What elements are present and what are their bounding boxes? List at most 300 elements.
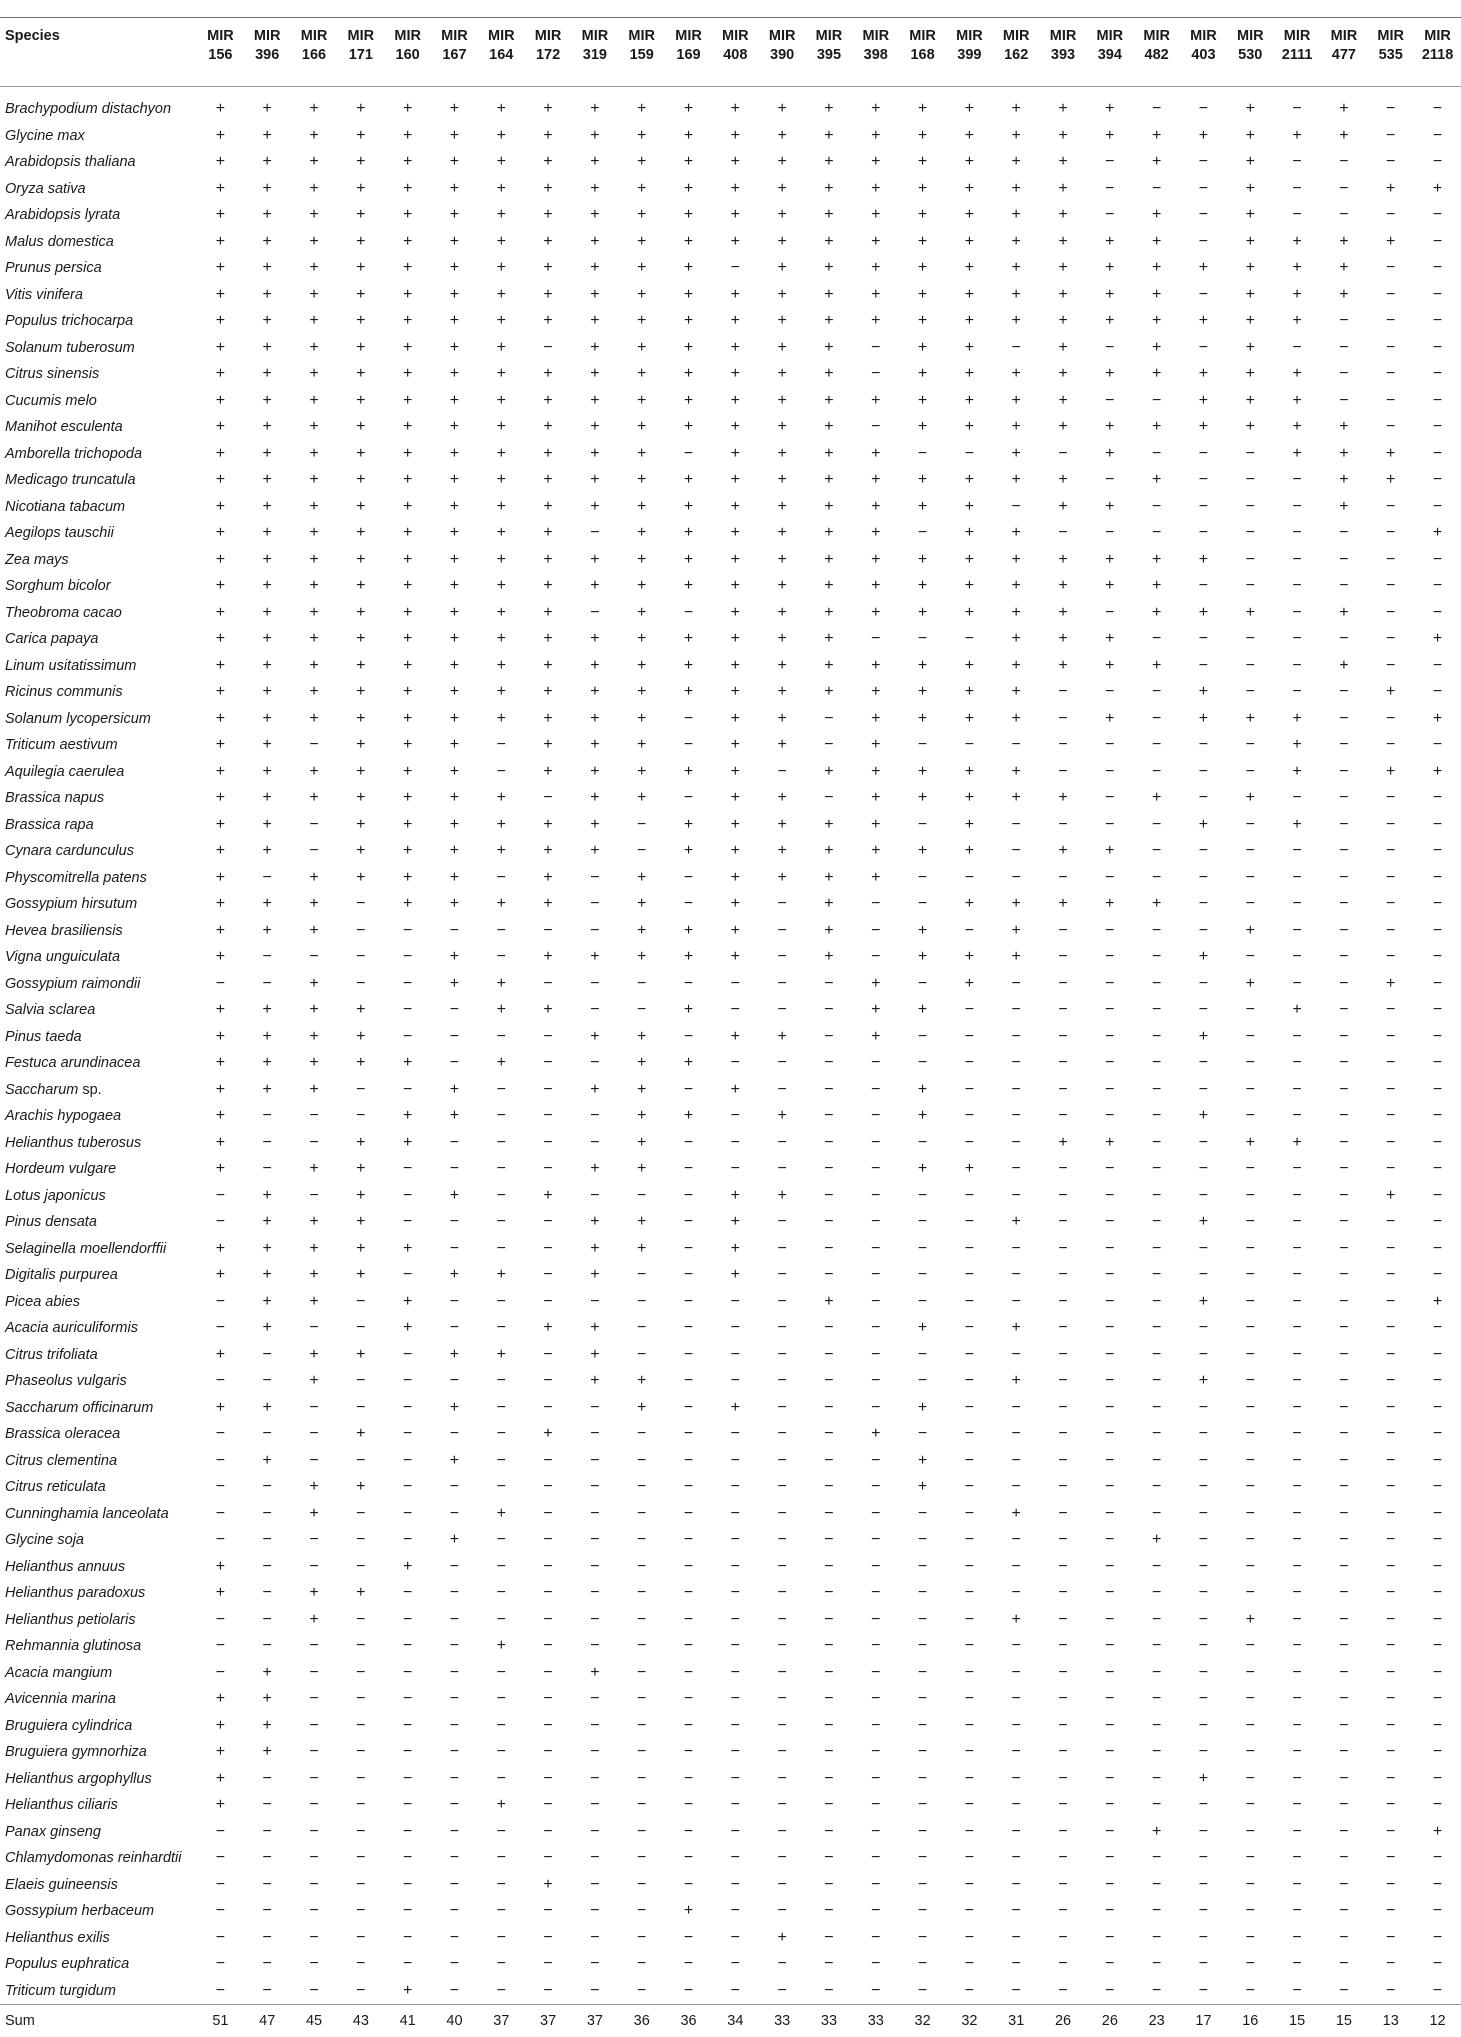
absent-mark: − <box>1133 1050 1180 1077</box>
present-mark: + <box>384 149 431 176</box>
absent-mark: − <box>525 1050 572 1077</box>
present-mark: + <box>197 573 244 600</box>
mirna-prefix: MIR <box>197 27 244 46</box>
present-mark: + <box>431 123 478 150</box>
present-mark: + <box>525 944 572 971</box>
absent-mark: − <box>852 1872 899 1899</box>
absent-mark: − <box>1274 1925 1321 1952</box>
absent-mark: − <box>852 1156 899 1183</box>
absent-mark: − <box>759 1501 806 1528</box>
absent-mark: − <box>478 1660 525 1687</box>
table-row <box>0 1156 1461 1183</box>
absent-mark: − <box>1414 1077 1461 1104</box>
present-mark: + <box>665 149 712 176</box>
absent-mark: − <box>525 1077 572 1104</box>
absent-mark: − <box>1040 1527 1087 1554</box>
absent-mark: − <box>993 1050 1040 1077</box>
absent-mark: − <box>1414 653 1461 680</box>
absent-mark: − <box>665 1792 712 1819</box>
present-mark: + <box>665 335 712 362</box>
present-mark: + <box>291 255 338 282</box>
present-mark: + <box>1180 414 1227 441</box>
absent-mark: − <box>337 1739 384 1766</box>
absent-mark: − <box>1274 1872 1321 1899</box>
absent-mark: − <box>1040 1580 1087 1607</box>
mirna-prefix: MIR <box>1040 27 1087 46</box>
table-row <box>0 202 1461 229</box>
species-name: Aquilegia caerulea <box>0 759 197 786</box>
absent-mark: − <box>478 1103 525 1130</box>
present-mark: + <box>1414 520 1461 547</box>
absent-mark: − <box>712 1474 759 1501</box>
table-row <box>0 918 1461 945</box>
present-mark: + <box>665 282 712 309</box>
present-mark: + <box>759 308 806 335</box>
present-mark: + <box>618 308 665 335</box>
absent-mark: − <box>1321 1978 1368 2005</box>
absent-mark: − <box>525 1368 572 1395</box>
absent-mark: − <box>1367 388 1414 415</box>
absent-mark: − <box>1227 1872 1274 1899</box>
absent-mark: − <box>759 1342 806 1369</box>
present-mark: + <box>946 600 993 627</box>
absent-mark: − <box>899 1421 946 1448</box>
absent-mark: − <box>665 1077 712 1104</box>
present-mark: + <box>946 944 993 971</box>
species-name: Acacia mangium <box>0 1660 197 1687</box>
absent-mark: − <box>946 1077 993 1104</box>
absent-mark: − <box>1321 202 1368 229</box>
absent-mark: − <box>1367 520 1414 547</box>
present-mark: + <box>431 891 478 918</box>
absent-mark: − <box>572 520 619 547</box>
absent-mark: − <box>1227 520 1274 547</box>
absent-mark: − <box>759 1739 806 1766</box>
present-mark: + <box>993 361 1040 388</box>
present-mark: + <box>244 997 291 1024</box>
absent-mark: − <box>1274 1262 1321 1289</box>
absent-mark: − <box>993 838 1040 865</box>
present-mark: + <box>665 255 712 282</box>
absent-mark: − <box>899 1978 946 2005</box>
present-mark: + <box>1227 361 1274 388</box>
absent-mark: − <box>244 1580 291 1607</box>
present-mark: + <box>291 971 338 998</box>
absent-mark: − <box>478 1448 525 1475</box>
absent-mark: − <box>1414 838 1461 865</box>
absent-mark: − <box>1227 1766 1274 1793</box>
present-mark: + <box>712 626 759 653</box>
absent-mark: − <box>1274 1978 1321 2005</box>
absent-mark: − <box>899 971 946 998</box>
present-mark: + <box>1227 706 1274 733</box>
present-mark: + <box>337 467 384 494</box>
absent-mark: − <box>1227 679 1274 706</box>
present-mark: + <box>384 891 431 918</box>
present-mark: + <box>759 123 806 150</box>
table-row <box>0 1607 1461 1634</box>
absent-mark: − <box>618 1792 665 1819</box>
absent-mark: − <box>1040 1766 1087 1793</box>
absent-mark: − <box>899 891 946 918</box>
absent-mark: − <box>806 1739 853 1766</box>
absent-mark: − <box>806 1978 853 2005</box>
absent-mark: − <box>1086 732 1133 759</box>
mirna-column-header <box>665 18 712 87</box>
present-mark: + <box>806 202 853 229</box>
absent-mark: − <box>1040 732 1087 759</box>
present-mark: + <box>525 706 572 733</box>
mirna-column-header <box>1086 18 1133 87</box>
absent-mark: − <box>1414 441 1461 468</box>
absent-mark: − <box>1227 1660 1274 1687</box>
absent-mark: − <box>1321 1421 1368 1448</box>
present-mark: + <box>1133 414 1180 441</box>
absent-mark: − <box>665 1501 712 1528</box>
present-mark: + <box>806 812 853 839</box>
absent-mark: − <box>1180 1501 1227 1528</box>
present-mark: + <box>618 1103 665 1130</box>
absent-mark: − <box>1227 1686 1274 1713</box>
present-mark: + <box>291 1501 338 1528</box>
present-mark: + <box>244 600 291 627</box>
absent-mark: − <box>899 812 946 839</box>
present-mark: + <box>618 547 665 574</box>
present-mark: + <box>1227 600 1274 627</box>
present-mark: + <box>1040 87 1087 123</box>
absent-mark: − <box>899 1501 946 1528</box>
present-mark: + <box>197 361 244 388</box>
absent-mark: − <box>478 1395 525 1422</box>
absent-mark: − <box>337 1713 384 1740</box>
species-name: Selaginella moellendorffii <box>0 1236 197 1263</box>
present-mark: + <box>1086 123 1133 150</box>
table-row <box>0 520 1461 547</box>
absent-mark: − <box>1180 87 1227 123</box>
absent-mark: − <box>1414 1607 1461 1634</box>
present-mark: + <box>244 361 291 388</box>
present-mark: + <box>759 600 806 627</box>
sum-value: 43 <box>337 2005 384 2037</box>
absent-mark: − <box>1274 335 1321 362</box>
present-mark: + <box>572 626 619 653</box>
present-mark: + <box>431 1448 478 1475</box>
present-mark: + <box>244 1262 291 1289</box>
present-mark: + <box>1414 706 1461 733</box>
absent-mark: − <box>1133 441 1180 468</box>
present-mark: + <box>197 335 244 362</box>
absent-mark: − <box>1086 1024 1133 1051</box>
table-row <box>0 1633 1461 1660</box>
absent-mark: − <box>1414 1342 1461 1369</box>
species-name: Bruguiera gymnorhiza <box>0 1739 197 1766</box>
present-mark: + <box>899 838 946 865</box>
absent-mark: − <box>1040 759 1087 786</box>
absent-mark: − <box>618 1289 665 1316</box>
absent-mark: − <box>1086 1580 1133 1607</box>
present-mark: + <box>244 1183 291 1210</box>
species-name: Carica papaya <box>0 626 197 653</box>
absent-mark: − <box>1180 1421 1227 1448</box>
absent-mark: − <box>1086 918 1133 945</box>
present-mark: + <box>618 759 665 786</box>
absent-mark: − <box>1227 944 1274 971</box>
absent-mark: − <box>431 1686 478 1713</box>
absent-mark: − <box>899 1342 946 1369</box>
absent-mark: − <box>759 1554 806 1581</box>
absent-mark: − <box>759 1289 806 1316</box>
absent-mark: − <box>1133 1951 1180 1978</box>
absent-mark: − <box>572 1792 619 1819</box>
present-mark: + <box>197 388 244 415</box>
absent-mark: − <box>1321 679 1368 706</box>
species-name: Citrus trifoliata <box>0 1342 197 1369</box>
present-mark: + <box>384 87 431 123</box>
absent-mark: − <box>431 1024 478 1051</box>
absent-mark: − <box>618 1501 665 1528</box>
absent-mark: − <box>1133 1660 1180 1687</box>
table-row <box>0 1819 1461 1846</box>
absent-mark: − <box>665 441 712 468</box>
absent-mark: − <box>665 1527 712 1554</box>
present-mark: + <box>478 282 525 309</box>
table-row <box>0 865 1461 892</box>
table-row <box>0 653 1461 680</box>
absent-mark: − <box>1367 335 1414 362</box>
present-mark: + <box>384 1315 431 1342</box>
absent-mark: − <box>1321 1819 1368 1846</box>
absent-mark: − <box>478 1156 525 1183</box>
present-mark: + <box>618 1368 665 1395</box>
present-mark: + <box>852 997 899 1024</box>
table-body <box>0 87 1461 2005</box>
present-mark: + <box>1274 1130 1321 1157</box>
absent-mark: − <box>197 1448 244 1475</box>
absent-mark: − <box>337 1368 384 1395</box>
absent-mark: − <box>1227 1236 1274 1263</box>
present-mark: + <box>618 282 665 309</box>
mirna-column-header <box>1321 18 1368 87</box>
absent-mark: − <box>1227 467 1274 494</box>
absent-mark: − <box>197 1925 244 1952</box>
absent-mark: − <box>946 1368 993 1395</box>
absent-mark: − <box>852 414 899 441</box>
present-mark: + <box>759 520 806 547</box>
absent-mark: − <box>572 1739 619 1766</box>
absent-mark: − <box>806 1209 853 1236</box>
absent-mark: − <box>618 1554 665 1581</box>
absent-mark: − <box>993 494 1040 521</box>
absent-mark: − <box>384 1819 431 1846</box>
present-mark: + <box>618 255 665 282</box>
absent-mark: − <box>852 944 899 971</box>
absent-mark: − <box>1274 467 1321 494</box>
absent-mark: − <box>899 1050 946 1077</box>
absent-mark: − <box>1321 176 1368 203</box>
species-name: Festuca arundinacea <box>0 1050 197 1077</box>
present-mark: + <box>478 361 525 388</box>
present-mark: + <box>852 176 899 203</box>
table-row <box>0 1183 1461 1210</box>
present-mark: + <box>1367 1183 1414 1210</box>
absent-mark: − <box>1414 1633 1461 1660</box>
present-mark: + <box>1133 202 1180 229</box>
absent-mark: − <box>759 918 806 945</box>
present-mark: + <box>1040 626 1087 653</box>
present-mark: + <box>712 1262 759 1289</box>
absent-mark: − <box>1086 679 1133 706</box>
absent-mark: − <box>384 1739 431 1766</box>
species-name: Linum usitatissimum <box>0 653 197 680</box>
present-mark: + <box>1133 361 1180 388</box>
absent-mark: − <box>1367 891 1414 918</box>
present-mark: + <box>806 600 853 627</box>
present-mark: + <box>291 149 338 176</box>
present-mark: + <box>291 1368 338 1395</box>
absent-mark: − <box>384 1633 431 1660</box>
present-mark: + <box>197 1156 244 1183</box>
present-mark: + <box>806 865 853 892</box>
present-mark: + <box>899 1103 946 1130</box>
present-mark: + <box>946 520 993 547</box>
present-mark: + <box>291 1050 338 1077</box>
present-mark: + <box>1040 600 1087 627</box>
present-mark: + <box>993 1209 1040 1236</box>
absent-mark: − <box>1133 759 1180 786</box>
present-mark: + <box>291 653 338 680</box>
absent-mark: − <box>1086 335 1133 362</box>
absent-mark: − <box>1180 1607 1227 1634</box>
present-mark: + <box>665 388 712 415</box>
present-mark: + <box>478 838 525 865</box>
present-mark: + <box>946 573 993 600</box>
absent-mark: − <box>1086 1315 1133 1342</box>
present-mark: + <box>431 1395 478 1422</box>
absent-mark: − <box>291 812 338 839</box>
present-mark: + <box>852 229 899 256</box>
absent-mark: − <box>572 1686 619 1713</box>
present-mark: + <box>197 865 244 892</box>
present-mark: + <box>244 335 291 362</box>
mirna-number: 169 <box>665 46 712 65</box>
table-row <box>0 679 1461 706</box>
absent-mark: − <box>852 1554 899 1581</box>
present-mark: + <box>806 918 853 945</box>
absent-mark: − <box>1040 1819 1087 1846</box>
sum-value: 23 <box>1133 2005 1180 2037</box>
absent-mark: − <box>946 1925 993 1952</box>
present-mark: + <box>1040 149 1087 176</box>
present-mark: + <box>618 176 665 203</box>
present-mark: + <box>759 865 806 892</box>
present-mark: + <box>1227 388 1274 415</box>
absent-mark: − <box>899 1554 946 1581</box>
absent-mark: − <box>852 1395 899 1422</box>
absent-mark: − <box>384 1474 431 1501</box>
mirna-number: 166 <box>291 46 338 65</box>
present-mark: + <box>946 87 993 123</box>
present-mark: + <box>899 494 946 521</box>
present-mark: + <box>525 123 572 150</box>
present-mark: + <box>993 467 1040 494</box>
absent-mark: − <box>1227 1925 1274 1952</box>
absent-mark: − <box>852 1209 899 1236</box>
absent-mark: − <box>1321 1660 1368 1687</box>
absent-mark: − <box>572 1501 619 1528</box>
present-mark: + <box>899 1474 946 1501</box>
present-mark: + <box>899 467 946 494</box>
absent-mark: − <box>337 1686 384 1713</box>
absent-mark: − <box>1367 1660 1414 1687</box>
present-mark: + <box>525 229 572 256</box>
absent-mark: − <box>759 1474 806 1501</box>
absent-mark: − <box>1367 944 1414 971</box>
absent-mark: − <box>1367 1395 1414 1422</box>
present-mark: + <box>337 1183 384 1210</box>
table-row <box>0 547 1461 574</box>
absent-mark: − <box>384 1156 431 1183</box>
present-mark: + <box>1274 308 1321 335</box>
absent-mark: − <box>993 1342 1040 1369</box>
absent-mark: − <box>1040 1607 1087 1634</box>
absent-mark: − <box>1321 1501 1368 1528</box>
present-mark: + <box>478 388 525 415</box>
present-mark: + <box>431 600 478 627</box>
absent-mark: − <box>525 1686 572 1713</box>
present-mark: + <box>852 573 899 600</box>
present-mark: + <box>1274 706 1321 733</box>
present-mark: + <box>618 1209 665 1236</box>
absent-mark: − <box>525 1951 572 1978</box>
present-mark: + <box>1367 679 1414 706</box>
present-mark: + <box>618 388 665 415</box>
absent-mark: − <box>1414 1554 1461 1581</box>
absent-mark: − <box>1086 1421 1133 1448</box>
absent-mark: − <box>712 1156 759 1183</box>
present-mark: + <box>572 149 619 176</box>
absent-mark: − <box>946 1739 993 1766</box>
present-mark: + <box>572 361 619 388</box>
present-mark: + <box>244 123 291 150</box>
present-mark: + <box>712 812 759 839</box>
absent-mark: − <box>1133 679 1180 706</box>
present-mark: + <box>852 785 899 812</box>
present-mark: + <box>291 600 338 627</box>
absent-mark: − <box>1367 1262 1414 1289</box>
absent-mark: − <box>431 1156 478 1183</box>
absent-mark: − <box>1040 1024 1087 1051</box>
present-mark: + <box>431 441 478 468</box>
absent-mark: − <box>1227 1368 1274 1395</box>
absent-mark: − <box>525 918 572 945</box>
absent-mark: − <box>806 1236 853 1263</box>
absent-mark: − <box>993 1898 1040 1925</box>
present-mark: + <box>618 653 665 680</box>
absent-mark: − <box>712 1527 759 1554</box>
present-mark: + <box>478 520 525 547</box>
species-name: Manihot esculenta <box>0 414 197 441</box>
present-mark: + <box>665 308 712 335</box>
present-mark: + <box>1274 361 1321 388</box>
absent-mark: − <box>384 1898 431 1925</box>
absent-mark: − <box>665 1342 712 1369</box>
present-mark: + <box>431 467 478 494</box>
absent-mark: − <box>665 1130 712 1157</box>
present-mark: + <box>525 1872 572 1899</box>
absent-mark: − <box>899 732 946 759</box>
absent-mark: − <box>384 1713 431 1740</box>
present-mark: + <box>852 706 899 733</box>
